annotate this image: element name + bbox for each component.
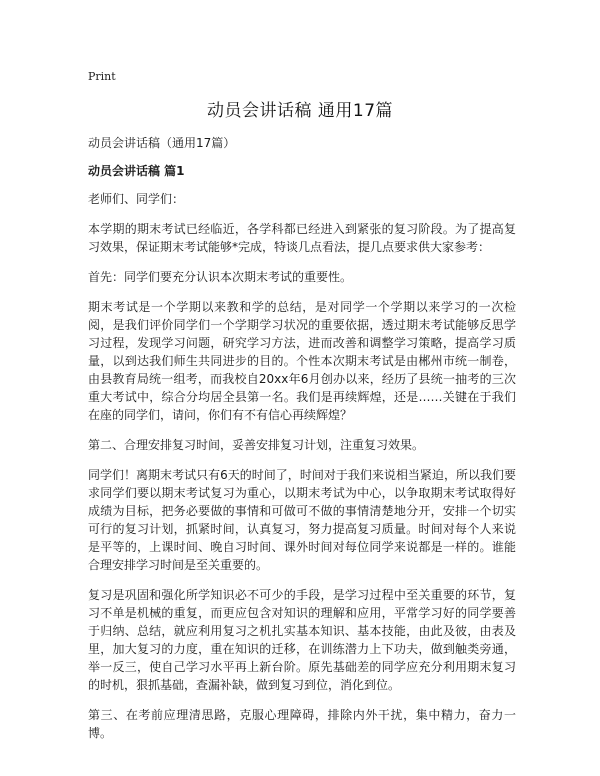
paragraph-exam-importance: 期末考试是一个学期以来教和学的总结，是对同学一个学期以来学习的一次检阅，是我们评价同学们一个学期学习状况的重要依据，透过期末考试能够反思学习过程，发现学习问题，研究学习方法，进而改善和调整学习策略，提高学习质量，以到达我们师生共同进步的目的。个性本次期末考试是由郴州市统一制卷，由县教育局统一组考，而我校自20xx年6月创办以来，经历了县统一抽考的三次重大考试中，综合分均居全县第一名。我们是再续辉煌，还是……关键在于我们在座的同学们，请问，你们有不有信心再续辉煌？ bbox=[88, 300, 516, 422]
paragraph-point-two: 第二、合理安排复习时间，妥善安排复习计划，注重复习效果。 bbox=[88, 438, 425, 452]
section-heading: 动员会讲话稿 篇1 bbox=[88, 164, 185, 178]
document-body bbox=[88, 134, 516, 754]
paragraph-point-three: 第三、在考前应理清思路，克服心理障碍，排除内外干扰，集中精力，奋力一博。 bbox=[88, 708, 516, 740]
paragraph-time-planning: 同学们！离期末考试只有6天的时间了，时间对于我们来说相当紧迫，所以我们要求同学们要以期末考试复习为重心，以期末考试为中心，以争取期末考试取得好成绩为目标，把务必要做的事情和可做可不做的事情清楚地分开，安排一个切实可行的复习计划，抓紧时间，认真复习，努力提高复习质量。时间对每个人来说是平等的，上课时间、晚自习时间、课外时间对每位同学来说都是一样的。谁能合理安排学习时间是至关重要的。 bbox=[88, 468, 516, 572]
page-title: 动员会讲话稿 通用17篇 bbox=[206, 101, 394, 121]
paragraph-review-method: 复习是巩固和强化所学知识必不可少的手段，是学习过程中至关重要的环节，复习不单是机械的重复，而更应包含对知识的理解和应用，平常学习好的同学要善于归纳、总结，就应利用复习之机扎实基本知识、基本技能，由此及彼，由表及里，加大复习的力度，重在知识的迁移，在训练潜力上下功夫，做到触类旁通，举一反三，使自己学习水平再上新台阶。原先基础差的同学应充分利用期末复习的时机，狠抓基础，查漏补缺，做到复习到位，消化到位。 bbox=[88, 588, 516, 692]
paragraph-greeting: 老师们、同学们： bbox=[88, 192, 185, 206]
document-subtitle: 动员会讲话稿（通用17篇） bbox=[88, 136, 236, 150]
print-label: Print bbox=[88, 70, 116, 83]
paragraph-intro: 本学期的期末考试已经临近，各学科都已经进入到紧张的复习阶段。为了提高复习效果，保证期末考试能够*完成，特谈几点看法，提几点要求供大家参考： bbox=[88, 222, 516, 254]
paragraph-point-one: 首先：同学们要充分认识本次期末考试的重要性。 bbox=[88, 270, 353, 284]
